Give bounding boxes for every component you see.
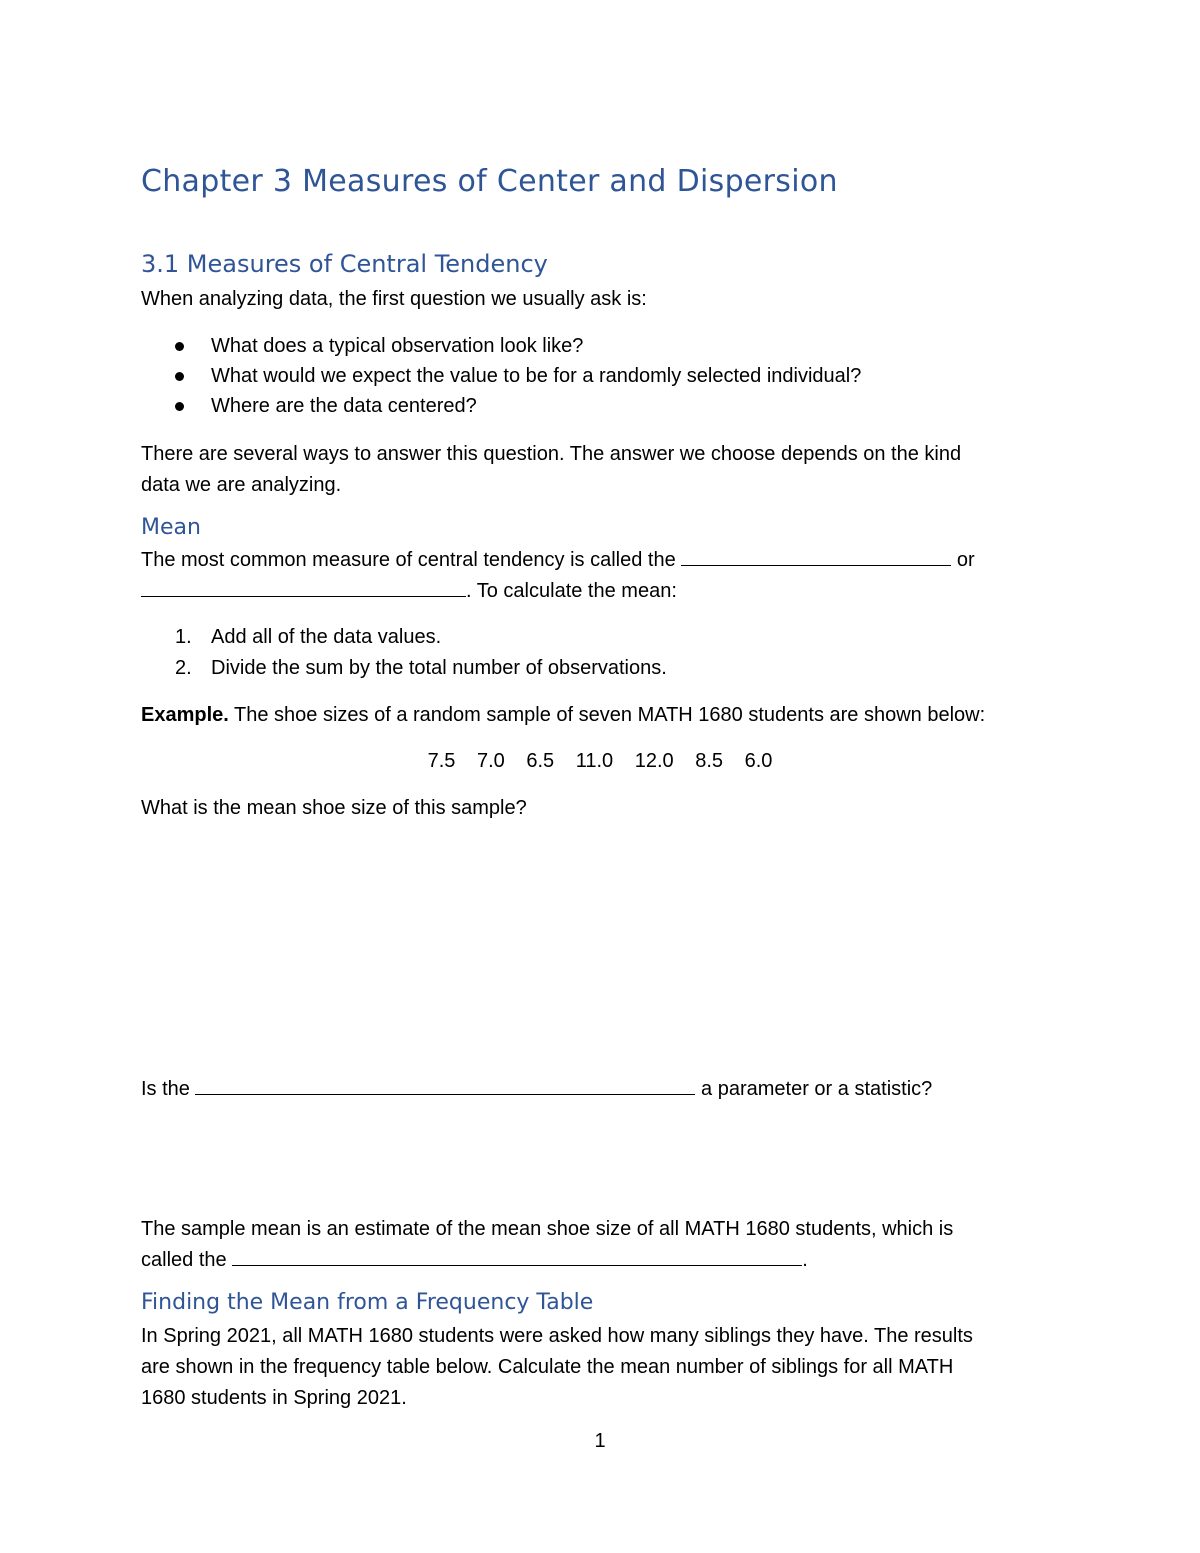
example-line (141, 700, 985, 731)
estimate-prefix: called the (141, 1249, 227, 1271)
bullet-item: What would we expect the value to be for a randomly selected individual? (211, 365, 862, 387)
answer-paragraph-line-2: data we are analyzing. (141, 474, 342, 496)
example-label: Example. (141, 704, 229, 726)
parameter-blank[interactable] (195, 1076, 695, 1095)
mean-definition-suffix: or (956, 549, 975, 571)
parameter-question-prefix: Is the (141, 1078, 190, 1100)
mean-definition-line-1 (141, 545, 975, 576)
bullet-icon (175, 402, 184, 411)
answer-paragraph-line-1: There are several ways to answer this question. The answer we choose depends on the kind (141, 443, 962, 465)
parameter-question-suffix: a parameter or a statistic? (701, 1078, 933, 1100)
data-value: 7.5 (427, 750, 456, 772)
shoe-size-data (0, 746, 1200, 777)
data-value: 6.5 (526, 750, 555, 772)
mean-question: What is the mean shoe size of this sample? (141, 797, 527, 819)
estimate-line-2 (141, 1245, 808, 1276)
population-mean-blank[interactable] (232, 1247, 802, 1266)
mean-blank-2[interactable] (141, 578, 466, 597)
mean-calc-intro: . To calculate the mean: (466, 580, 677, 602)
data-value: 8.5 (695, 750, 724, 772)
bullet-icon (175, 342, 184, 351)
bullet-item: What does a typical observation look like? (211, 335, 584, 357)
step-number: 1. (175, 626, 192, 648)
answer-space[interactable] (141, 830, 1041, 1060)
page-number: 1 (594, 1430, 606, 1452)
data-value: 11.0 (575, 750, 614, 772)
bullet-icon (175, 372, 184, 381)
data-value: 7.0 (476, 750, 505, 772)
mean-heading: Mean (141, 515, 201, 540)
estimate-suffix: . (802, 1249, 808, 1271)
frequency-paragraph-line-1: In Spring 2021, all MATH 1680 students were asked how many siblings they have. The results (141, 1325, 973, 1347)
example-text: The shoe sizes of a random sample of seven MATH 1680 students are shown below: (234, 704, 986, 726)
mean-blank-1[interactable] (681, 547, 951, 566)
mean-definition-prefix: The most common measure of central tendency is called the (141, 549, 676, 571)
data-value: 12.0 (634, 750, 674, 772)
parameter-question (141, 1074, 932, 1105)
data-value: 6.0 (744, 750, 773, 772)
frequency-paragraph-line-3: 1680 students in Spring 2021. (141, 1387, 407, 1409)
estimate-line-1: The sample mean is an estimate of the mean shoe size of all MATH 1680 students, which is (141, 1218, 954, 1240)
frequency-paragraph-line-2: are shown in the frequency table below. Calculate the mean number of siblings for all MATH (141, 1356, 954, 1378)
section-title: 3.1 Measures of Central Tendency (141, 250, 548, 278)
bullet-item: Where are the data centered? (211, 395, 477, 417)
chapter-title: Chapter 3 Measures of Center and Dispersion (141, 164, 838, 199)
step-text: Divide the sum by the total number of observations. (211, 657, 667, 679)
step-text: Add all of the data values. (211, 626, 442, 648)
intro-text: When analyzing data, the first question we usually ask is: (141, 288, 647, 310)
mean-definition-line-2 (141, 576, 677, 607)
frequency-table-heading: Finding the Mean from a Frequency Table (141, 1290, 594, 1315)
step-number: 2. (175, 657, 192, 679)
